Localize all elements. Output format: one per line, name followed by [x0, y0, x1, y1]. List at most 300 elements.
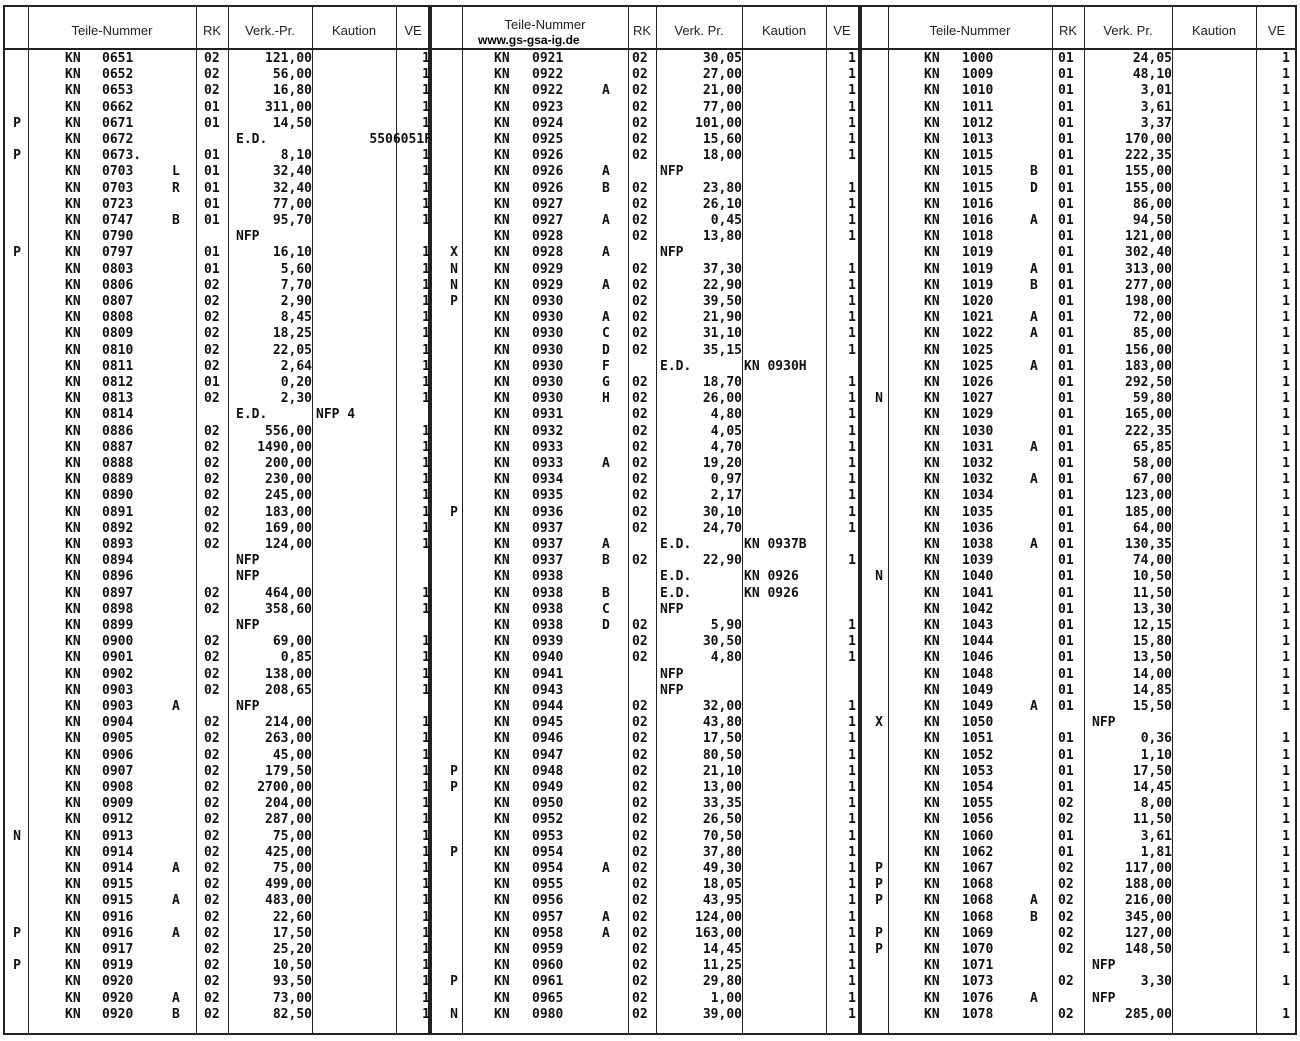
cell-rk: 02: [632, 132, 648, 147]
column-divider: [628, 5, 629, 1035]
cell-suf: A: [1030, 893, 1038, 909]
cell-num: 1052: [962, 747, 994, 763]
cell-kn: KN: [924, 958, 940, 974]
cell-kn: KN: [65, 326, 81, 342]
cell-price: 3,61: [1140, 99, 1172, 115]
cell-num: 0662: [102, 99, 134, 115]
cell-rk: 01: [1058, 780, 1074, 795]
cell-rk: 01: [1058, 520, 1074, 536]
cell-ve: 1: [422, 180, 430, 196]
cell-rk: 01: [1058, 423, 1074, 439]
cell-price: 3,01: [1140, 83, 1172, 99]
cell-ve: 1: [422, 294, 430, 309]
cell-num: 0931: [532, 407, 564, 423]
cell-price: 188,00: [1125, 877, 1172, 893]
cell-ve: 1: [1282, 229, 1290, 245]
cell-num: 0926: [532, 180, 564, 196]
cell-kn: KN: [65, 909, 81, 925]
cell-ve: 1: [422, 893, 430, 909]
cell-num: 0960: [532, 958, 564, 974]
cell-ve: 1: [1282, 763, 1290, 779]
cell-ve: 1: [422, 456, 430, 471]
cell-ve: 1: [422, 828, 430, 844]
cell-price: 32,00: [702, 699, 742, 714]
cell-num: 0747: [102, 213, 134, 228]
cell-num: 0896: [102, 569, 134, 585]
cell-price: NFP: [660, 164, 684, 180]
cell-kn: KN: [65, 1006, 81, 1022]
column-divider: [1084, 5, 1085, 1035]
cell-flag: P: [450, 844, 458, 860]
cell-kn: KN: [924, 699, 940, 714]
cell-rk: 01: [204, 164, 220, 180]
cell-kn: KN: [494, 958, 510, 974]
cell-ve: 1: [422, 666, 430, 682]
cell-kn: KN: [924, 261, 940, 277]
cell-rk: 02: [204, 439, 220, 455]
cell-kn: KN: [65, 942, 81, 957]
cell-rk: 01: [1058, 666, 1074, 682]
cell-ve: 1: [422, 51, 430, 66]
cell-ve: 1: [1282, 780, 1290, 795]
cell-rk: 02: [1058, 796, 1074, 812]
cell-num: 1050: [962, 715, 994, 731]
cell-suf: A: [602, 213, 610, 228]
cell-price: 313,00: [1125, 261, 1172, 277]
cell-kn: KN: [65, 277, 81, 293]
cell-rk: 02: [204, 504, 220, 520]
cell-rk: 01: [1058, 342, 1074, 358]
cell-ve: 1: [1282, 180, 1290, 196]
cell-kn: KN: [924, 132, 940, 147]
cell-suf: A: [602, 909, 610, 925]
cell-price: 208,65: [265, 682, 312, 698]
cell-kn: KN: [65, 439, 81, 455]
cell-kn: KN: [924, 877, 940, 893]
cell-kn: KN: [494, 148, 510, 164]
cell-kn: KN: [924, 488, 940, 504]
cell-price: 23,80: [702, 180, 742, 196]
cell-price: 2700,00: [257, 780, 312, 795]
cell-ve: 1: [422, 488, 430, 504]
cell-suf: A: [1030, 699, 1038, 714]
column-divider: [826, 5, 827, 1035]
cell-num: 0923: [532, 99, 564, 115]
cell-price: 5,60: [280, 261, 312, 277]
cell-price: 93,50: [272, 974, 312, 990]
cell-rk: 02: [204, 780, 220, 795]
cell-ve: 1: [422, 1006, 430, 1022]
cell-kau: KN 0937B: [744, 537, 807, 552]
cell-num: 0902: [102, 666, 134, 682]
cell-num: 0939: [532, 634, 564, 650]
cell-kn: KN: [494, 1006, 510, 1022]
cell-rk: 02: [204, 456, 220, 471]
cell-kn: KN: [65, 245, 81, 261]
cell-num: 1035: [962, 504, 994, 520]
cell-kn: KN: [924, 569, 940, 585]
cell-num: 0808: [102, 310, 134, 326]
cell-kn: KN: [494, 261, 510, 277]
cell-kn: KN: [924, 601, 940, 617]
cell-num: 1000: [962, 51, 994, 66]
cell-kn: KN: [924, 553, 940, 569]
cell-num: 0930: [532, 294, 564, 309]
cell-price: 32,40: [272, 180, 312, 196]
cell-price: 86,00: [1132, 196, 1172, 212]
cell-ve: 1: [1282, 828, 1290, 844]
cell-ve: 1: [848, 423, 856, 439]
cell-kn: KN: [65, 358, 81, 374]
cell-num: 0922: [532, 83, 564, 99]
cell-num: 1022: [962, 326, 994, 342]
cell-num: 0930: [532, 358, 564, 374]
cell-ve: 1: [1282, 1006, 1290, 1022]
cell-num: 0916: [102, 909, 134, 925]
cell-flag: P: [13, 958, 21, 974]
cell-flag: P: [875, 925, 883, 941]
cell-ve: 1: [1282, 148, 1290, 164]
cell-price: 1,10: [1140, 747, 1172, 763]
cell-ve: 1: [1282, 132, 1290, 147]
cell-suf: A: [1030, 537, 1038, 552]
cell-kn: KN: [65, 180, 81, 196]
cell-num: 1078: [962, 1006, 994, 1022]
cell-kn: KN: [494, 780, 510, 795]
cell-rk: 01: [1058, 747, 1074, 763]
cell-suf: A: [1030, 358, 1038, 374]
cell-price: 16,80: [272, 83, 312, 99]
cell-price: 17,50: [272, 925, 312, 941]
cell-suf: A: [1030, 326, 1038, 342]
cell-rk: 02: [632, 67, 648, 83]
cell-kn: KN: [494, 375, 510, 390]
cell-num: 0806: [102, 277, 134, 293]
cell-kn: KN: [65, 974, 81, 990]
cell-kn: KN: [494, 456, 510, 471]
cell-ve: 1: [848, 796, 856, 812]
cell-num: 0954: [532, 844, 564, 860]
cell-price: 15,80: [1132, 634, 1172, 650]
cell-price: 130,35: [1125, 537, 1172, 552]
cell-kn: KN: [65, 423, 81, 439]
cell-num: 0958: [532, 925, 564, 941]
cell-rk: 02: [204, 666, 220, 682]
cell-price: 14,45: [702, 942, 742, 957]
cell-rk: 01: [1058, 682, 1074, 698]
cell-kn: KN: [65, 731, 81, 747]
cell-num: 0886: [102, 423, 134, 439]
cell-suf: A: [172, 990, 180, 1006]
cell-kn: KN: [924, 520, 940, 536]
cell-kn: KN: [65, 666, 81, 682]
cell-rk: 02: [632, 423, 648, 439]
cell-num: 0953: [532, 828, 564, 844]
cell-price: 214,00: [265, 715, 312, 731]
cell-kn: KN: [924, 618, 940, 633]
cell-num: 1042: [962, 601, 994, 617]
cell-rk: 01: [1058, 358, 1074, 374]
cell-num: 0908: [102, 780, 134, 795]
header-rk: RK: [202, 22, 222, 38]
cell-rk: 02: [632, 472, 648, 488]
cell-rk: 02: [204, 958, 220, 974]
header-preis: Verk. Pr.: [1103, 22, 1153, 38]
cell-kn: KN: [494, 553, 510, 569]
cell-rk: 02: [204, 294, 220, 309]
cell-ve: 1: [422, 925, 430, 941]
cell-rk: 01: [1058, 229, 1074, 245]
cell-rk: 02: [204, 83, 220, 99]
cell-rk: 02: [632, 925, 648, 941]
cell-ve: 1: [848, 942, 856, 957]
cell-ve: 1: [422, 634, 430, 650]
cell-rk: 02: [204, 715, 220, 731]
column-divider: [1256, 5, 1257, 1035]
cell-num: 1041: [962, 585, 994, 601]
cell-kn: KN: [494, 488, 510, 504]
cell-ve: 1: [1282, 277, 1290, 293]
cell-rk: 02: [632, 1006, 648, 1022]
cell-num: 0930: [532, 342, 564, 358]
cell-num: 1062: [962, 844, 994, 860]
cell-kn: KN: [494, 909, 510, 925]
cell-rk: 02: [1058, 893, 1074, 909]
header-ve: VE: [1267, 22, 1286, 38]
cell-flag: P: [13, 148, 21, 164]
cell-num: 0914: [102, 861, 134, 876]
cell-ve: 1: [422, 747, 430, 763]
cell-ve: 1: [848, 990, 856, 1006]
cell-kn: KN: [494, 423, 510, 439]
cell-num: 1025: [962, 342, 994, 358]
cell-kn: KN: [65, 861, 81, 876]
cell-num: 0809: [102, 326, 134, 342]
cell-kn: KN: [65, 391, 81, 407]
cell-price: 121,00: [265, 51, 312, 66]
cell-rk: 02: [1058, 974, 1074, 990]
cell-kn: KN: [65, 213, 81, 228]
cell-rk: 02: [1058, 812, 1074, 828]
cell-kn: KN: [924, 51, 940, 66]
cell-ve: 1: [848, 456, 856, 471]
cell-num: 1009: [962, 67, 994, 83]
cell-price: 15,50: [1132, 699, 1172, 714]
cell-price: 200,00: [265, 456, 312, 471]
cell-kn: KN: [65, 925, 81, 941]
cell-num: 0790: [102, 229, 134, 245]
cell-num: 0920: [102, 1006, 134, 1022]
cell-rk: 02: [204, 925, 220, 941]
cell-rk: 02: [632, 310, 648, 326]
cell-kn: KN: [494, 585, 510, 601]
cell-ve: 1: [422, 391, 430, 407]
cell-rk: 01: [1058, 310, 1074, 326]
cell-price: 124,00: [265, 537, 312, 552]
cell-num: 0930: [532, 326, 564, 342]
cell-price: 26,10: [702, 196, 742, 212]
cell-num: 0651: [102, 51, 134, 66]
cell-ve: 1: [422, 375, 430, 390]
cell-kn: KN: [494, 439, 510, 455]
cell-num: 0914: [102, 844, 134, 860]
cell-kn: KN: [494, 925, 510, 941]
cell-num: 0703: [102, 164, 134, 180]
cell-ve: 1: [422, 504, 430, 520]
cell-num: 0652: [102, 67, 134, 83]
cell-ve: 1: [848, 828, 856, 844]
cell-ve: 1: [848, 634, 856, 650]
cell-kn: KN: [924, 229, 940, 245]
cell-suf: A: [1030, 213, 1038, 228]
cell-flag: N: [875, 569, 883, 585]
cell-kn: KN: [65, 99, 81, 115]
cell-num: 0938: [532, 569, 564, 585]
cell-num: 0954: [532, 861, 564, 876]
cell-num: 0926: [532, 164, 564, 180]
cell-num: 0916: [102, 925, 134, 941]
cell-price: 499,00: [265, 877, 312, 893]
cell-rk: 02: [204, 423, 220, 439]
cell-price: 2,30: [280, 391, 312, 407]
cell-price: 14,45: [1132, 780, 1172, 795]
cell-rk: 01: [204, 99, 220, 115]
cell-ve: 1: [1282, 650, 1290, 666]
cell-kn: KN: [924, 942, 940, 957]
cell-num: 0922: [532, 67, 564, 83]
cell-num: 0703: [102, 180, 134, 196]
cell-num: 0907: [102, 763, 134, 779]
cell-ve: 1: [848, 731, 856, 747]
cell-kau: 5506051F: [369, 132, 432, 147]
cell-ve: 1: [422, 763, 430, 779]
cell-num: 1016: [962, 196, 994, 212]
cell-price: 16,10: [272, 245, 312, 261]
cell-kn: KN: [494, 83, 510, 99]
cell-price: 64,00: [1132, 520, 1172, 536]
cell-ve: 1: [848, 715, 856, 731]
cell-rk: 02: [632, 520, 648, 536]
cell-ve: 1: [1282, 682, 1290, 698]
cell-num: 0927: [532, 196, 564, 212]
cell-num: 0899: [102, 618, 134, 633]
cell-kn: KN: [65, 488, 81, 504]
cell-price: 80,50: [702, 747, 742, 763]
cell-num: 0894: [102, 553, 134, 569]
cell-rk: 02: [1058, 942, 1074, 957]
cell-kn: KN: [494, 877, 510, 893]
cell-kn: KN: [494, 601, 510, 617]
cell-price: 31,10: [702, 326, 742, 342]
cell-rk: 02: [632, 747, 648, 763]
cell-num: 1068: [962, 909, 994, 925]
cell-kn: KN: [494, 180, 510, 196]
cell-ve: 1: [422, 812, 430, 828]
cell-kn: KN: [494, 213, 510, 228]
cell-rk: 01: [1058, 699, 1074, 714]
cell-kn: KN: [65, 342, 81, 358]
cell-ve: 1: [848, 51, 856, 66]
cell-price: NFP: [236, 229, 260, 245]
cell-num: 0912: [102, 812, 134, 828]
cell-price: 25,20: [272, 942, 312, 957]
cell-kn: KN: [924, 812, 940, 828]
cell-num: 0673.: [102, 148, 142, 164]
cell-ve: 1: [848, 67, 856, 83]
header-rule: [3, 48, 1297, 50]
cell-price: E.D.: [660, 569, 692, 585]
cell-price: NFP: [660, 245, 684, 261]
cell-rk: 01: [1058, 83, 1074, 99]
cell-price: 33,35: [702, 796, 742, 812]
cell-rk: 02: [204, 326, 220, 342]
cell-rk: 02: [204, 812, 220, 828]
header-rk: RK: [1058, 22, 1078, 38]
cell-rk: 01: [204, 213, 220, 228]
cell-suf: B: [602, 553, 610, 569]
cell-price: 345,00: [1125, 909, 1172, 925]
cell-kn: KN: [924, 391, 940, 407]
cell-suf: A: [172, 861, 180, 876]
cell-price: 4,70: [710, 439, 742, 455]
cell-kn: KN: [494, 115, 510, 131]
cell-num: 1032: [962, 456, 994, 471]
cell-price: 35,15: [702, 342, 742, 358]
header-preis: Verk.-Pr.: [245, 22, 295, 38]
cell-rk: 01: [1058, 828, 1074, 844]
cell-kn: KN: [494, 828, 510, 844]
cell-rk: 01: [1058, 115, 1074, 131]
cell-ve: 1: [848, 213, 856, 228]
cell-rk: 02: [632, 634, 648, 650]
cell-rk: 02: [204, 585, 220, 601]
cell-rk: 02: [632, 213, 648, 228]
cell-num: 0930: [532, 391, 564, 407]
cell-ve: 1: [1282, 488, 1290, 504]
cell-ve: 1: [422, 909, 430, 925]
cell-rk: 02: [204, 520, 220, 536]
cell-kn: KN: [924, 796, 940, 812]
cell-num: 1030: [962, 423, 994, 439]
cell-ve: 1: [422, 780, 430, 795]
cell-rk: 02: [204, 942, 220, 957]
cell-kn: KN: [494, 245, 510, 261]
cell-kn: KN: [494, 569, 510, 585]
cell-flag: P: [450, 974, 458, 990]
cell-ve: 1: [848, 747, 856, 763]
cell-num: 0933: [532, 456, 564, 471]
cell-kn: KN: [494, 990, 510, 1006]
cell-kn: KN: [924, 715, 940, 731]
cell-suf: A: [602, 861, 610, 876]
cell-kn: KN: [924, 196, 940, 212]
cell-ve: 1: [422, 844, 430, 860]
cell-price: 0,20: [280, 375, 312, 390]
cell-num: 0919: [102, 958, 134, 974]
cell-kn: KN: [924, 650, 940, 666]
cell-price: 15,60: [702, 132, 742, 147]
cell-price: 24,70: [702, 520, 742, 536]
cell-kau: KN 0930H: [744, 358, 807, 374]
cell-kn: KN: [494, 796, 510, 812]
cell-rk: 01: [1058, 99, 1074, 115]
cell-suf: B: [172, 213, 180, 228]
cell-rk: 01: [1058, 844, 1074, 860]
cell-suf: F: [602, 358, 610, 374]
cell-ve: 1: [1282, 51, 1290, 66]
cell-kn: KN: [924, 909, 940, 925]
cell-kn: KN: [924, 472, 940, 488]
